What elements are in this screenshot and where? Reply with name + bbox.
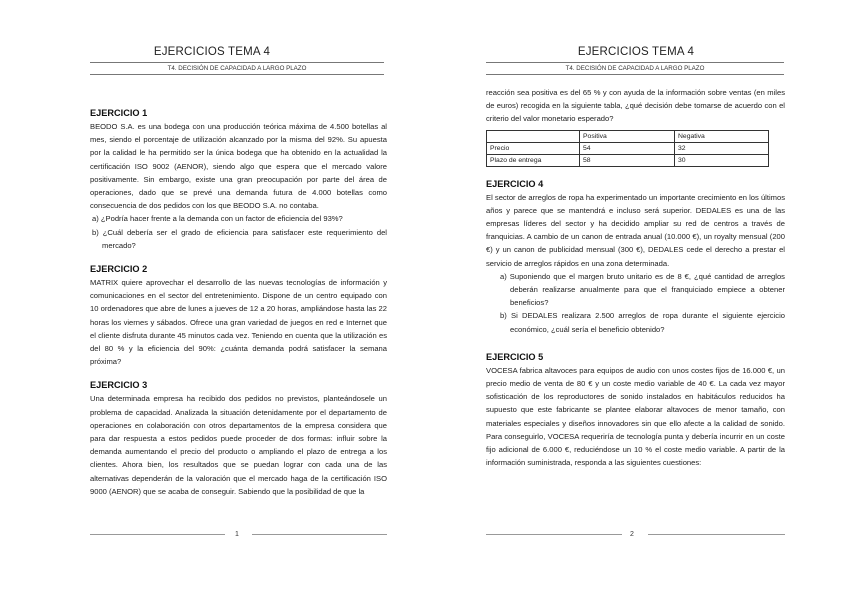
footer-rule-left — [486, 534, 622, 535]
footer-rule-right — [648, 534, 785, 535]
page-number: 2 — [630, 531, 634, 538]
header-title: EJERCICIOS TEMA 4 — [153, 46, 271, 58]
question-a-label: a) — [500, 271, 507, 281]
page-2 — [424, 0, 848, 599]
exercise-4-text: El sector de arreglos de ropa ha experimentado un importante crecimiento en los últimos años y parece que se mantendrá e incluso será superior. DEDALES es una de las empresas líderes del sector y ha decidido ampliar su red de centros a través de franquicias. A cambio de un canon de entrada anual (10.000 €), un royalty mensual (200 €) y un canon de publicidad mensual (300 €), DEDALES cede el derecho a prestar el servicio de arreglos rápidos en una zona determinada. — [486, 192, 785, 268]
page-1-body — [90, 106, 387, 498]
sales-table — [486, 130, 769, 167]
question-a-text: ¿Podría hacer frente a la demanda con un factor de eficiencia del 93%? — [100, 214, 343, 224]
header-subtitle: T4. DECISIÓN DE CAPACIDAD A LARGO PLAZO — [90, 62, 384, 75]
question-a-label: a) — [92, 214, 99, 224]
page-2-body — [486, 86, 785, 469]
exercise-5-text: VOCESA fabrica altavoces para equipos de audio con unos costes fijos de 16.000 €, un precio medio de venta de 80 € y un coste medio variable de 40 €. La cada vez mayor sofisticación de los reproductores de sonido instalados en habitáculos reducidos ha supuesto que este fabricante se plantee elaborar altavoces de menor tamaño, con materiales especiales y diseños innovadores sin que ello afecte a la calidad de sonido. Para conseguirlo, VOCESA requeriría de tecnología punta y debería incurrir en un coste fijo adicional de 6.000 €, reduciéndose un 10 % el coste medio variable. A partir de la información suministrada, responda a las siguientes cuestiones: — [486, 365, 785, 468]
table-cell: Precio — [487, 142, 580, 154]
footer-rule-left — [90, 534, 225, 535]
question-b-text: Si DEDALES realizara 2.500 arreglos de ropa durante el siguiente ejercicio económico, ¿cuál sería el beneficio obtenido? — [510, 311, 785, 334]
table-header-cell — [487, 130, 580, 142]
header-subtitle: T4. DECISIÓN DE CAPACIDAD A LARGO PLAZO — [486, 62, 784, 75]
table-header-row — [487, 130, 769, 142]
exercise-3-continued-text: reacción sea positiva es del 65 % y con ayuda de la información sobre ventas (en miles de euros) recogida en la siguiente tabla, ¿qué decisión debe tomarse de acuerdo con el criterio del valor monetario esperado? — [486, 88, 785, 124]
exercise-1-question-b — [90, 226, 387, 252]
table-header-cell: Positiva — [580, 130, 675, 142]
table-row — [487, 154, 769, 166]
exercise-1-title: EJERCICIO 1 — [90, 108, 148, 118]
exercise-2-text: MATRIX quiere aprovechar el desarrollo de las nuevas tecnologías de información y comunicaciones en el sector del entretenimiento. Dispone de un centro equipado con 10 ordenadores que abre de lunes a jueves de 12 a 20 horas, ampliándose hasta las 22 horas los viernes y sábados. Ofrece una gran variedad de juegos en red e Internet que el cliente disfruta durante 45 minutos cada vez. Teniendo en cuenta que la utilización es del 80 % y la eficiencia del 90%: ¿cuánta demanda podrá satisfacer la semana próxima? — [90, 278, 387, 367]
exercise-4-title: EJERCICIO 4 — [486, 178, 544, 189]
table-header-cell: Negativa — [675, 130, 769, 142]
footer-rule-right — [252, 534, 387, 535]
exercise-3-title: EJERCICIO 3 — [90, 380, 148, 391]
exercise-5-title: EJERCICIO 5 — [486, 351, 544, 362]
question-b-label: b) — [92, 227, 99, 237]
exercise-1-text: BEODO S.A. es una bodega con una producción teórica máxima de 4.500 botellas al mes, siendo el porcentaje de utilización alcanzado por la misma del 92%. Su apuesta por la calidad le ha permitido ser la única bodega que ha obtenido en la actualidad la certificación ISO 9002 (AENOR), siendo algo que espera que el mercado valore positivamente. Sin embargo, existe una gran preocupación por parte del área de operaciones, dado que se prevé una demanda futura de 4.000 botellas como consecuencia de dos pedidos con los que BEODO S.A. no contaba. — [90, 122, 387, 211]
page-number: 1 — [235, 531, 239, 538]
table-cell: 58 — [580, 154, 675, 166]
exercise-2-title: EJERCICIO 2 — [90, 264, 148, 275]
question-b-text: ¿Cuál debería ser el grado de eficiencia para satisfacer este requerimiento del mercado? — [102, 227, 387, 250]
table-cell: 32 — [675, 142, 769, 154]
exercise-3-text: Una determinada empresa ha recibido dos pedidos no previstos, planteándosele un problema de capacidad. Analizada la situación detenidamente por el departamento de operaciones en colaboración con otros departamentos de la empresa considera que para dar respuesta a estos pedidos puede proceder de dos formas: influir sobre la demanda aumentando el precio del producto o ampliando el plazo de entrega a los clientes. Ahora bien, los resultados que se puedan lograr con cada una de las alternativas dependerán de la valoración que el mercado haga de la certificación ISO 9000 (AENOR) que se acaba de conseguir. Sabiendo que la posibilidad de que la — [90, 394, 387, 496]
table-cell: 30 — [675, 154, 769, 166]
question-a-text: Suponiendo que el margen bruto unitario es de 8 €, ¿qué cantidad de arreglos deberán realizarse anualmente para que el franquiciado empiece a obtener beneficios? — [509, 271, 785, 308]
header-title: EJERCICIOS TEMA 4 — [577, 46, 695, 58]
exercise-4-question-a — [486, 270, 785, 310]
exercise-1-question-a — [90, 212, 387, 225]
question-b-label: b) — [500, 311, 507, 321]
table-cell: Plazo de entrega — [487, 154, 580, 166]
table-cell: 54 — [580, 142, 675, 154]
exercise-4-question-b — [486, 309, 785, 335]
table-row — [487, 142, 769, 154]
